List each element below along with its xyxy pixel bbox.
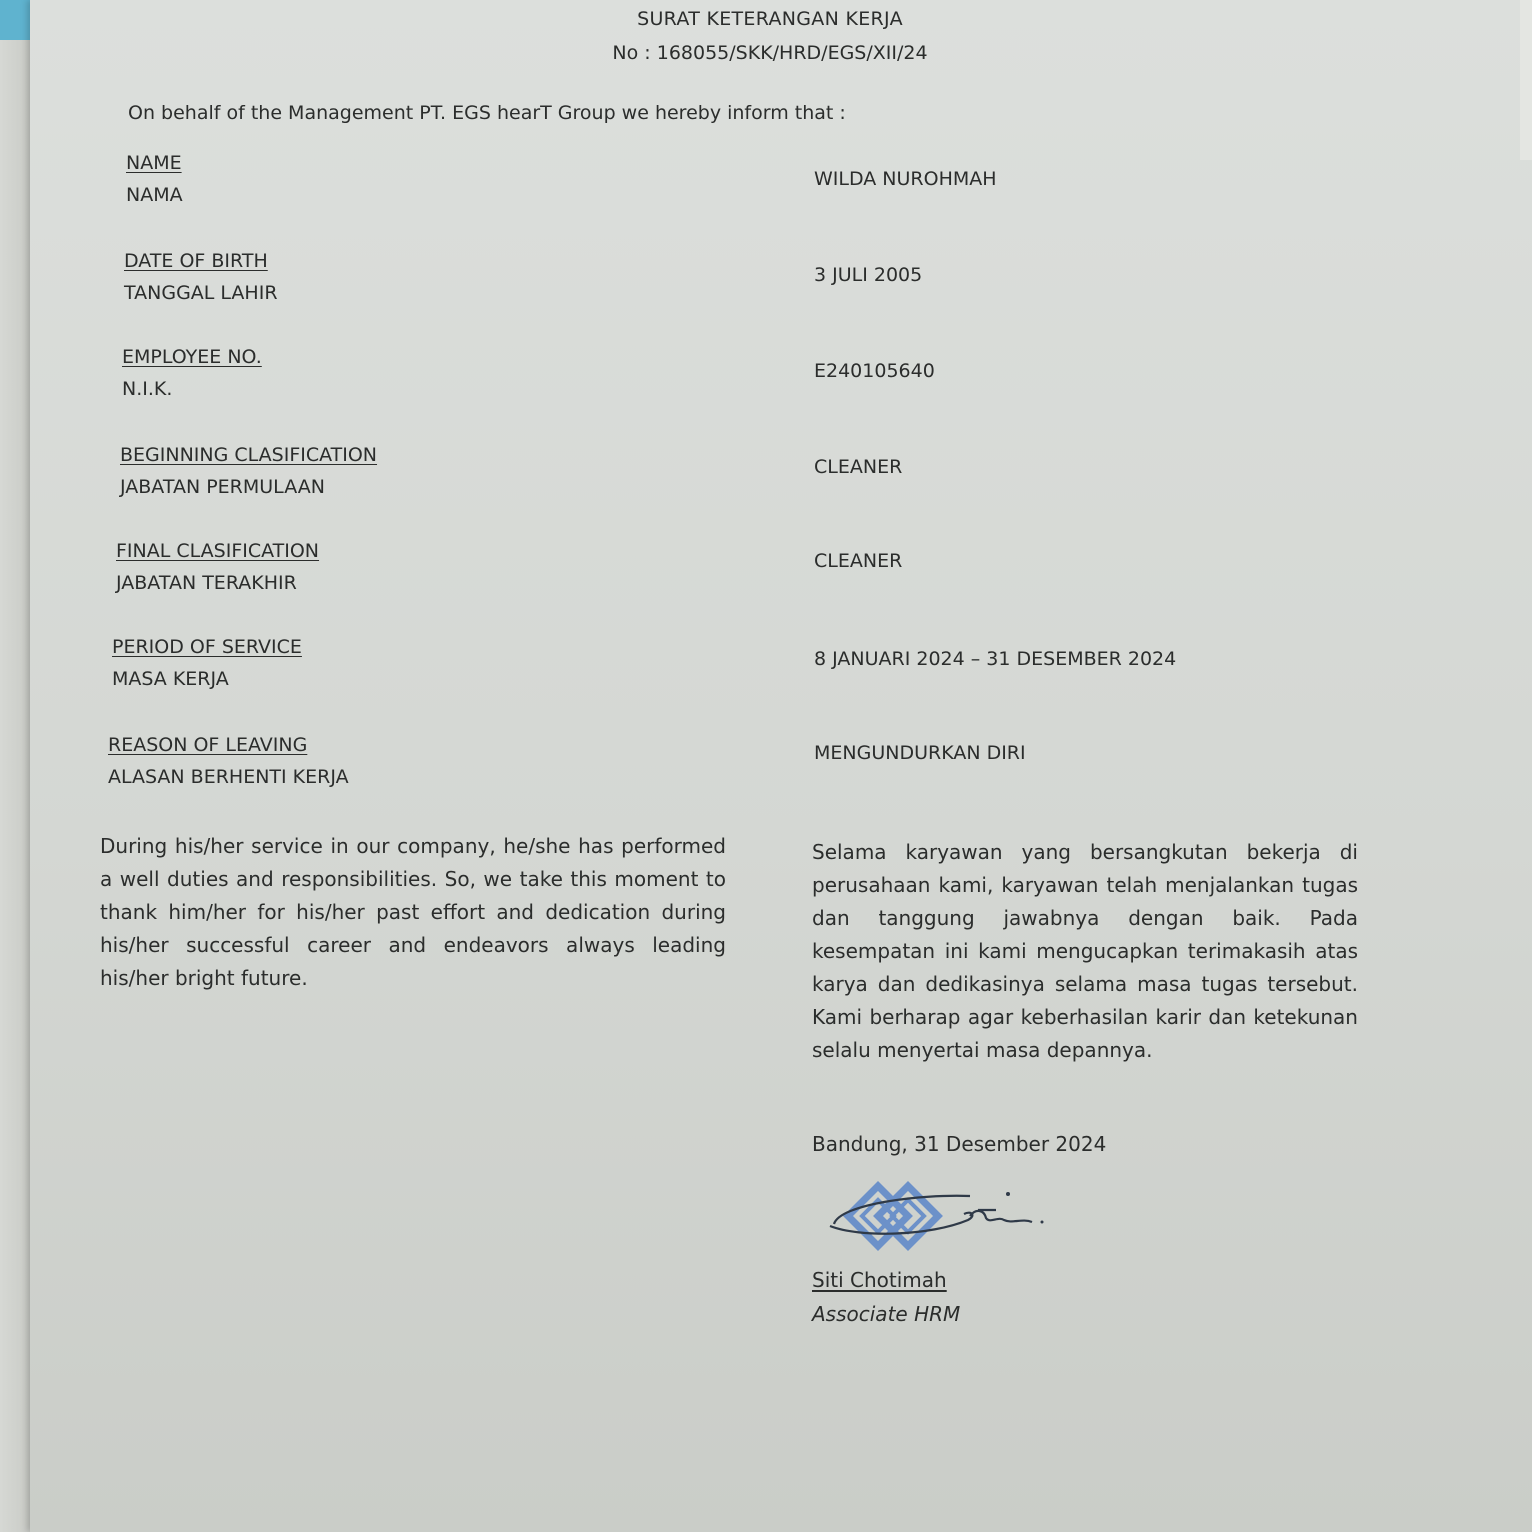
field-label-id: MASA KERJA (112, 668, 229, 690)
field-value: E240105640 (814, 360, 935, 382)
field-label-id: TANGGAL LAHIR (124, 282, 278, 304)
field-label-en: EMPLOYEE NO. (122, 346, 262, 368)
field-value: MENGUNDURKAN DIRI (814, 742, 1026, 764)
field-value: CLEANER (814, 550, 903, 572)
company-stamp-signature-icon (800, 1164, 1050, 1264)
field-label-en: DATE OF BIRTH (124, 250, 268, 272)
closing-paragraph-english: During his/her service in our company, he/she has performed a well duties and responsibilities. So, we take this moment to thank him/her for his/her past effort and dedication during his/her successful career and endeavors always leading his/her bright future. (100, 834, 726, 990)
field-value: CLEANER (814, 456, 903, 478)
field-row-period-of-service (30, 636, 1530, 706)
field-label-en: FINAL CLASIFICATION (116, 540, 320, 562)
field-label-id: NAMA (126, 184, 183, 206)
signer-title: Associate HRM (812, 1302, 961, 1326)
field-label-en: BEGINNING CLASIFICATION (120, 444, 378, 466)
letter-header (450, 8, 1090, 64)
letter-page (30, 0, 1532, 1532)
field-label-en: NAME (126, 152, 182, 174)
field-value: WILDA NUROHMAH (814, 168, 997, 190)
page-edge (1520, 0, 1532, 160)
place-date: Bandung, 31 Desember 2024 (812, 1132, 1107, 1156)
field-value: 3 JULI 2005 (814, 264, 923, 286)
closing-paragraph-indonesian: Selama karyawan yang bersangkutan bekerja di perusahaan kami, karyawan telah menjalankan tugas dan tanggung jawabnya dengan baik. Pada kesempatan ini kami mengucapkan terimakasih atas karya dan dedikasinya selama masa tugas tersebut. Kami berharap agar keberhasilan karir dan ketekunan selalu menyertai masa depannya. (812, 840, 1358, 1062)
field-value: 8 JANUARI 2024 – 31 DESEMBER 2024 (814, 648, 1177, 670)
intro-sentence: On behalf of the Management PT. EGS hearT Group we hereby inform that : (128, 102, 846, 124)
field-label-en: PERIOD OF SERVICE (112, 636, 302, 658)
field-label-en: REASON OF LEAVING (108, 734, 308, 756)
field-row-date-of-birth (30, 250, 1530, 320)
field-row-final-classification (30, 540, 1530, 610)
field-row-employee-no (30, 346, 1530, 416)
field-row-beginning-classification (30, 444, 1530, 514)
signer-name: Siti Chotimah (812, 1268, 947, 1292)
field-label-id: ALASAN BERHENTI KERJA (108, 766, 349, 788)
field-label-id: JABATAN TERAKHIR (116, 572, 297, 594)
field-label-id: JABATAN PERMULAAN (120, 476, 325, 498)
letter-title: SURAT KETERANGAN KERJA (637, 8, 903, 30)
field-row-name (30, 152, 1530, 222)
field-row-reason-of-leaving (30, 734, 1530, 804)
field-label-id: N.I.K. (122, 378, 173, 400)
letter-number: No : 168055/SKK/HRD/EGS/XII/24 (612, 42, 928, 64)
